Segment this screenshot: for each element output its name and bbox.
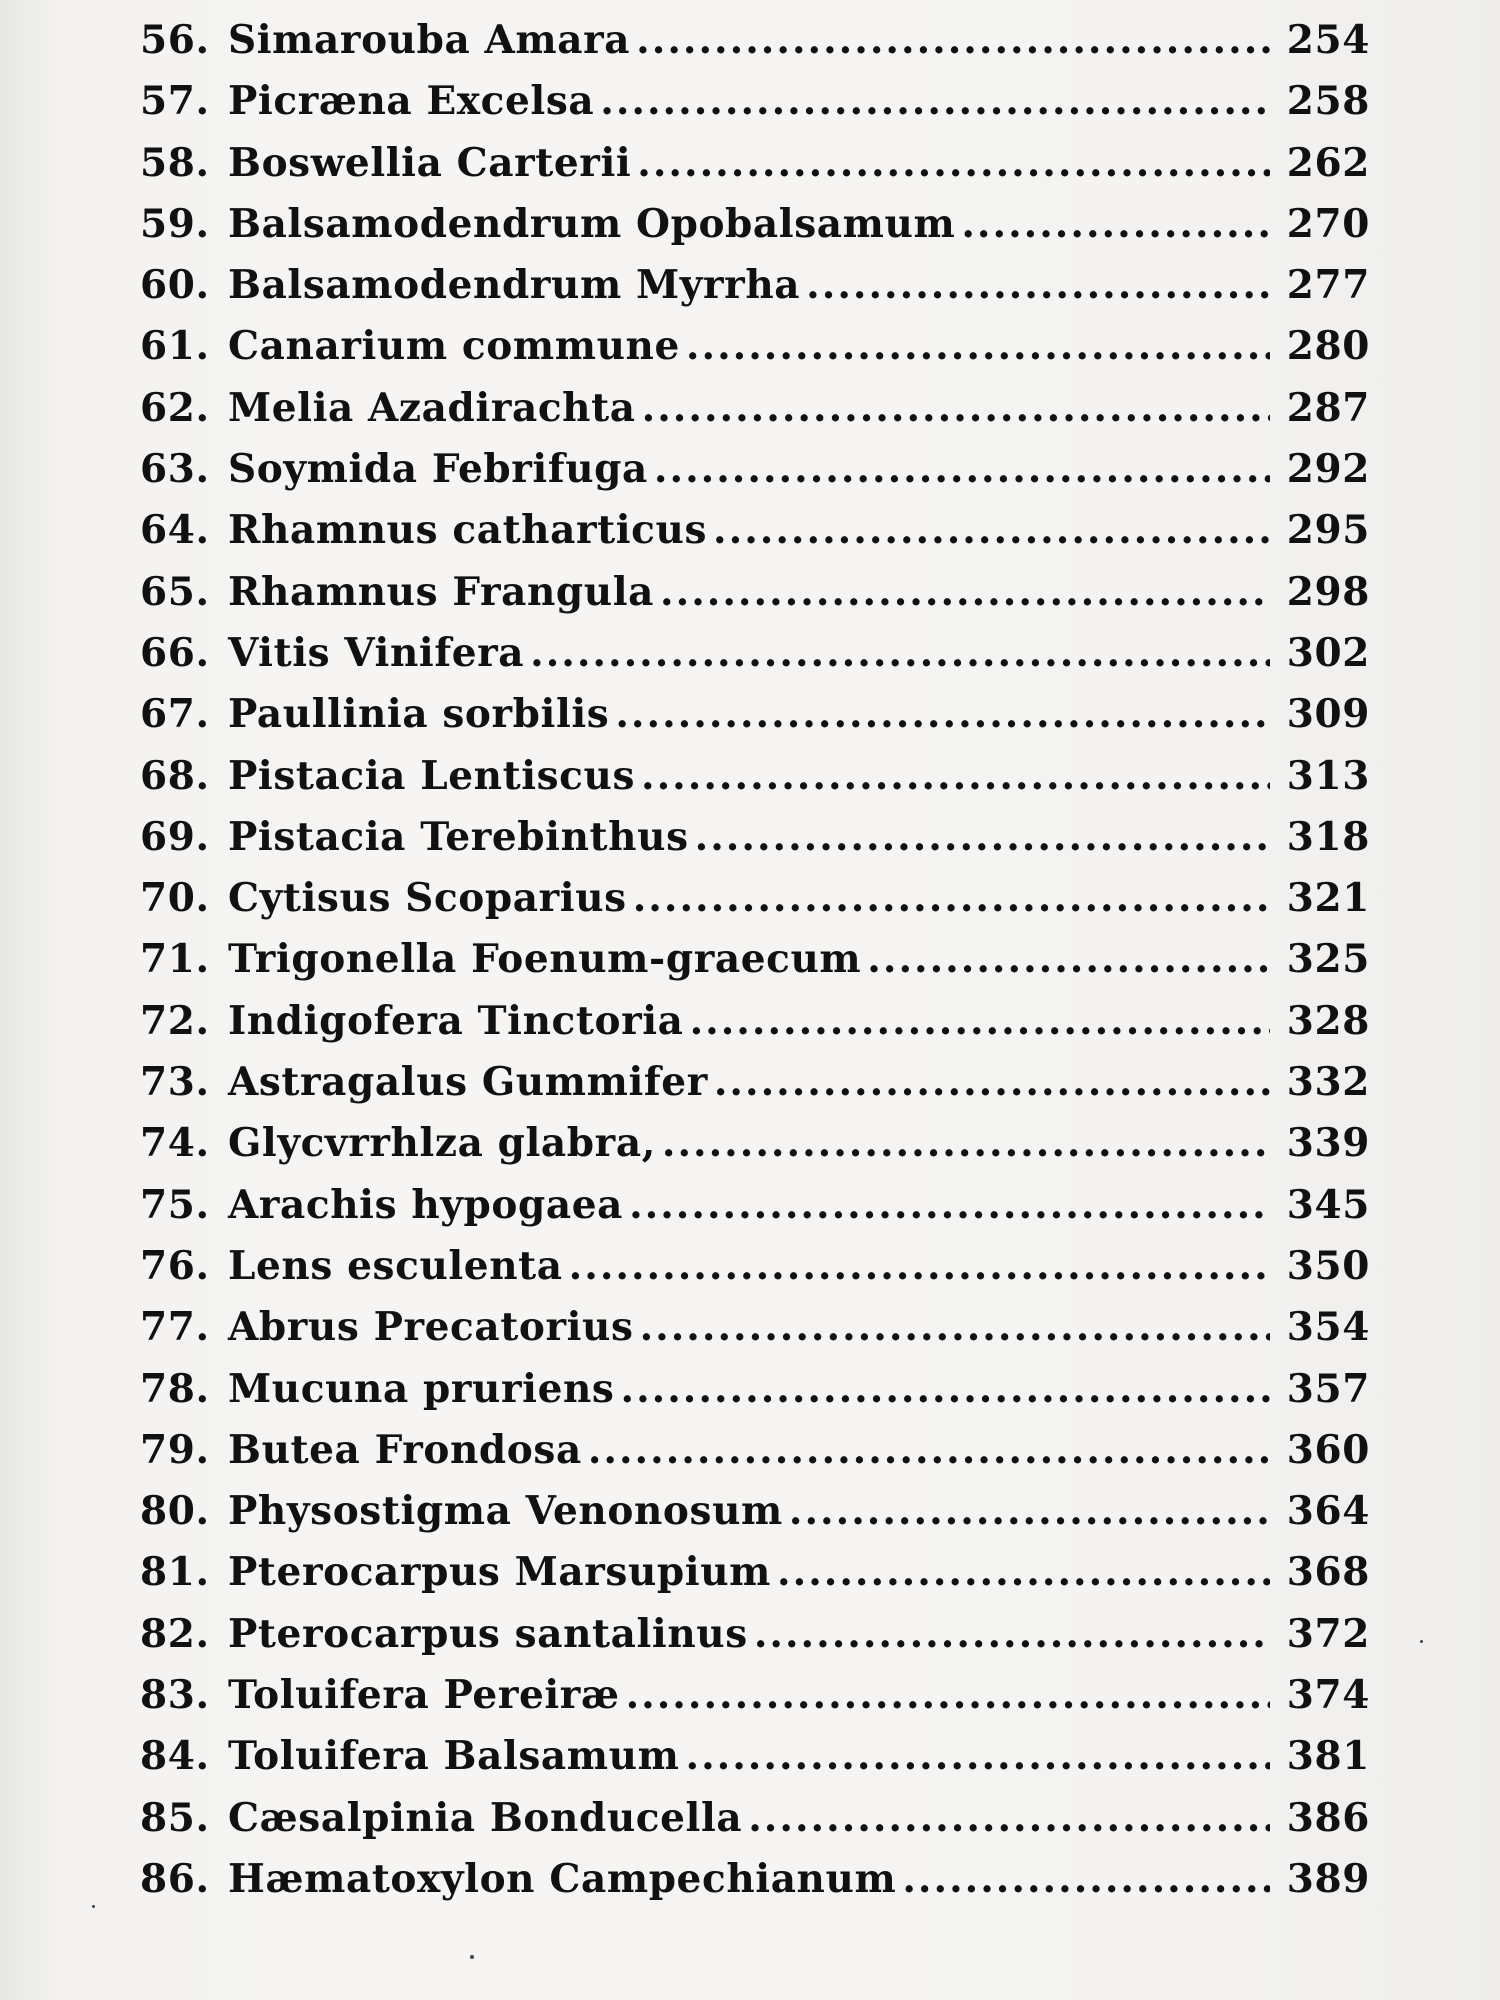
entry-title: Indigofera Tinctoria [228, 997, 684, 1044]
entry-number: 75. [140, 1181, 210, 1228]
entry-number: 69. [140, 813, 210, 860]
dot-leader [902, 1849, 1270, 1910]
toc-entry [140, 1665, 1370, 1726]
toc-entry [140, 623, 1370, 684]
entry-number: 67. [140, 691, 210, 738]
entry-number: 71. [140, 936, 210, 983]
toc-entry [140, 1788, 1370, 1849]
paper-speck [92, 1905, 95, 1908]
entry-page-number: 354 [1286, 1304, 1370, 1351]
toc-entry [140, 194, 1370, 255]
entry-title: Pistacia Terebinthus [228, 813, 689, 860]
entry-page-number: 277 [1286, 262, 1370, 309]
entry-page-number: 295 [1286, 507, 1370, 554]
entry-title: Rhamnus Frangula [228, 568, 655, 615]
dot-leader [641, 746, 1270, 807]
entry-number: 85. [140, 1794, 210, 1841]
entry-title: Pterocarpus Marsupium [228, 1549, 772, 1596]
entry-title: Canarium commune [228, 323, 680, 370]
entry-number: 76. [140, 1242, 210, 1289]
toc-entry [140, 1175, 1370, 1236]
toc-entry [140, 1542, 1370, 1603]
dot-leader [530, 623, 1270, 684]
dot-leader [636, 10, 1270, 71]
dot-leader [686, 316, 1270, 377]
paper-speck [1420, 1640, 1423, 1643]
dot-leader [695, 807, 1270, 868]
dot-leader [626, 1665, 1270, 1726]
entry-page-number: 313 [1286, 752, 1370, 799]
entry-number: 57. [140, 78, 210, 125]
entry-page-number: 345 [1286, 1181, 1370, 1228]
entry-number: 65. [140, 568, 210, 615]
entry-number: 59. [140, 200, 210, 247]
entry-number: 61. [140, 323, 210, 370]
entry-number: 72. [140, 997, 210, 1044]
toc-entry [140, 1236, 1370, 1297]
entry-page-number: 254 [1286, 17, 1370, 63]
dot-leader [621, 1359, 1271, 1420]
dot-leader [806, 255, 1270, 316]
toc-entry [140, 255, 1370, 316]
toc-entry [140, 1052, 1370, 1113]
toc-entry [140, 133, 1370, 194]
dot-leader [637, 133, 1270, 194]
entry-page-number: 325 [1286, 936, 1370, 983]
toc-entry [140, 746, 1370, 807]
entry-page-number: 328 [1286, 997, 1370, 1044]
entry-title: Boswellia Carterii [228, 139, 632, 186]
entry-page-number: 270 [1286, 200, 1370, 247]
entry-page-number: 389 [1286, 1855, 1370, 1902]
entry-number: 77. [140, 1304, 210, 1351]
entry-number: 81. [140, 1549, 210, 1596]
entry-title: Astragalus Gummifer [228, 1059, 708, 1106]
entry-number: 56. [140, 17, 210, 63]
dot-leader [588, 1420, 1270, 1481]
toc-entry [140, 378, 1370, 439]
dot-leader [690, 991, 1270, 1052]
dot-leader [754, 1604, 1270, 1665]
entry-number: 70. [140, 875, 210, 922]
entry-title: Toluifera Pereiræ [228, 1672, 620, 1719]
toc-entry [140, 1297, 1370, 1358]
entry-number: 68. [140, 752, 210, 799]
dot-leader [654, 439, 1270, 500]
entry-title: Paullinia sorbilis [228, 691, 610, 738]
dot-leader [867, 929, 1270, 990]
dot-leader [961, 194, 1270, 255]
entry-number: 60. [140, 262, 210, 309]
entry-title: Soymida Febrifuga [228, 446, 648, 493]
dot-leader [633, 868, 1270, 929]
dot-leader [660, 562, 1270, 623]
toc-entry [140, 71, 1370, 132]
entry-page-number: 298 [1286, 568, 1370, 615]
dot-leader [615, 684, 1270, 745]
entry-page-number: 368 [1286, 1549, 1370, 1596]
toc-entry [140, 1113, 1370, 1174]
entry-number: 79. [140, 1426, 210, 1473]
toc-entry [140, 10, 1370, 71]
entry-title: Glycvrrhlza glabra, [228, 1120, 656, 1167]
entry-page-number: 381 [1286, 1733, 1370, 1780]
dot-leader [642, 378, 1270, 439]
entry-page-number: 357 [1286, 1365, 1370, 1412]
entry-page-number: 386 [1286, 1794, 1370, 1841]
dot-leader [640, 1297, 1270, 1358]
entry-page-number: 309 [1286, 691, 1370, 738]
dot-leader [748, 1788, 1270, 1849]
entry-title: Lens esculenta [228, 1242, 563, 1289]
toc-entry [140, 500, 1370, 561]
toc-entry [140, 1604, 1370, 1665]
entry-number: 74. [140, 1120, 210, 1167]
paper-speck [470, 1955, 474, 1959]
dot-leader [569, 1236, 1270, 1297]
dot-leader [789, 1481, 1270, 1542]
entry-title: Simarouba Amara [228, 17, 631, 63]
entry-page-number: 302 [1286, 629, 1370, 676]
dot-leader [686, 1726, 1271, 1787]
entry-title: Pistacia Lentiscus [228, 752, 636, 799]
entry-title: Cytisus Scoparius [228, 875, 627, 922]
entry-page-number: 321 [1286, 875, 1370, 922]
toc-entry [140, 1359, 1370, 1420]
toc-entry [140, 807, 1370, 868]
entry-page-number: 280 [1286, 323, 1370, 370]
entry-title: Vitis Vinifera [228, 629, 525, 676]
entry-page-number: 339 [1286, 1120, 1370, 1167]
entry-number: 83. [140, 1672, 210, 1719]
entry-title: Trigonella Foenum-graecum [228, 936, 862, 983]
entry-page-number: 262 [1286, 139, 1370, 186]
entry-number: 62. [140, 384, 210, 431]
dot-leader [714, 1052, 1270, 1113]
dot-leader [713, 500, 1270, 561]
entry-page-number: 292 [1286, 446, 1370, 493]
toc-entry [140, 929, 1370, 990]
entry-title: Mucuna pruriens [228, 1365, 615, 1412]
toc-entry [140, 439, 1370, 500]
entry-page-number: 372 [1286, 1610, 1370, 1657]
entry-number: 63. [140, 446, 210, 493]
toc-entry [140, 1849, 1370, 1910]
entry-number: 84. [140, 1733, 210, 1780]
entry-page-number: 360 [1286, 1426, 1370, 1473]
entry-title: Physostigma Venonosum [228, 1488, 783, 1535]
entry-number: 86. [140, 1855, 210, 1902]
entry-title: Melia Azadirachta [228, 384, 636, 431]
entry-title: Abrus Precatorius [228, 1304, 634, 1351]
entry-number: 64. [140, 507, 210, 554]
entry-page-number: 374 [1286, 1672, 1370, 1719]
entry-title: Balsamodendrum Myrrha [228, 262, 801, 309]
entry-title: Cæsalpinia Bonducella [228, 1794, 743, 1841]
entry-page-number: 332 [1286, 1059, 1370, 1106]
entry-page-number: 258 [1286, 78, 1370, 125]
toc-entry [140, 684, 1370, 745]
toc-entry [140, 1420, 1370, 1481]
entry-number: 66. [140, 629, 210, 676]
entry-number: 78. [140, 1365, 210, 1412]
entry-page-number: 364 [1286, 1488, 1370, 1535]
entry-number: 80. [140, 1488, 210, 1535]
entry-number: 58. [140, 139, 210, 186]
dot-leader [777, 1542, 1270, 1603]
toc-entry [140, 991, 1370, 1052]
entry-page-number: 318 [1286, 813, 1370, 860]
entry-title: Arachis hypogaea [228, 1181, 624, 1228]
entry-title: Butea Frondosa [228, 1426, 582, 1473]
entry-title: Balsamodendrum Opobalsamum [228, 200, 956, 247]
dot-leader [629, 1175, 1270, 1236]
toc-entry [140, 316, 1370, 377]
entry-title: Hæmatoxylon Campechianum [228, 1855, 897, 1902]
entry-number: 73. [140, 1059, 210, 1106]
toc-entry [140, 1726, 1370, 1787]
toc-entry [140, 868, 1370, 929]
entry-title: Toluifera Balsamum [228, 1733, 680, 1780]
entry-title: Pterocarpus santalinus [228, 1610, 748, 1657]
toc-entry [140, 562, 1370, 623]
entry-title: Rhamnus catharticus [228, 507, 708, 554]
dot-leader [600, 71, 1270, 132]
dot-leader [662, 1113, 1270, 1174]
table-of-contents [140, 10, 1370, 1910]
toc-entry [140, 1481, 1370, 1542]
entry-title: Picræna Excelsa [228, 78, 595, 125]
entry-page-number: 350 [1286, 1242, 1370, 1289]
entry-page-number: 287 [1286, 384, 1370, 431]
entry-number: 82. [140, 1610, 210, 1657]
